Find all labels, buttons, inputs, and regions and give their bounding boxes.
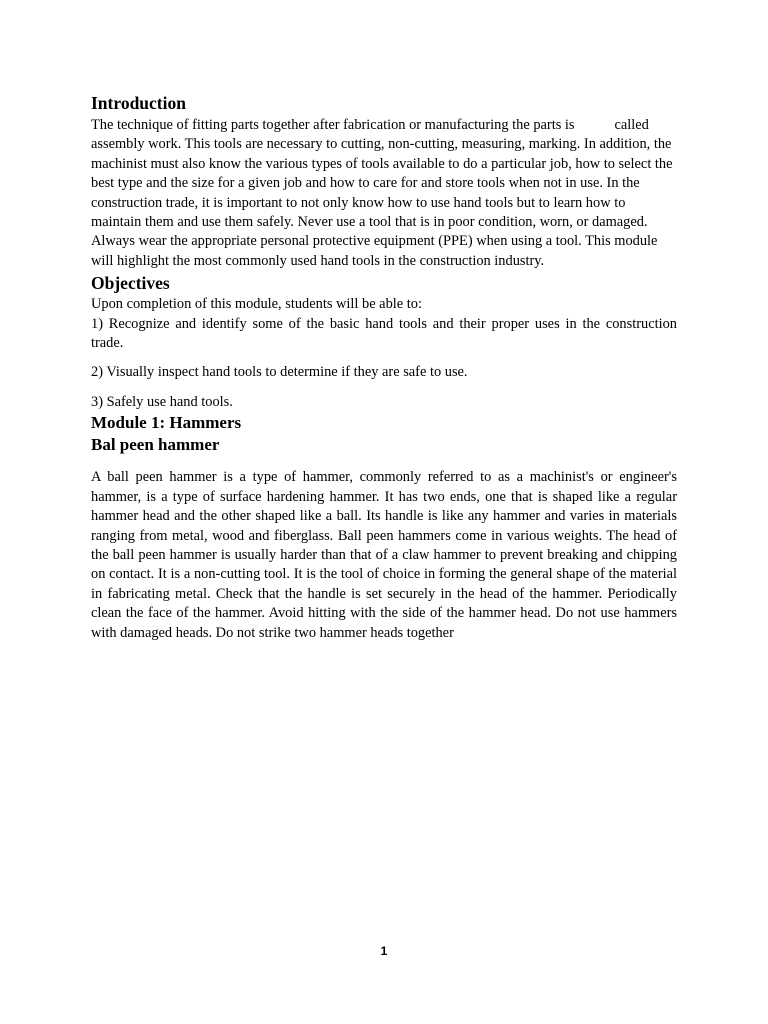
introduction-paragraph-start: The technique of fitting parts together after fabrication or manufacturing the parts is bbox=[91, 117, 575, 133]
page-number: 1 bbox=[380, 944, 388, 958]
objective-item-1: 1) Recognize and identify some of the basic hand tools and their proper uses in the construction trade. bbox=[91, 315, 677, 352]
ball-peen-paragraph: A ball peen hammer is a type of hammer, commonly referred to as a machinist's or engineer's hammer, is a type of surface hardening hammer. It has two ends, one that is shaped like a regular hammer head and the other shaped like a ball. Its handle is like any hammer and varies in materials ranging from metal, wood and fiberglass. Ball peen hammers come in various weights. The head of the ball peen hammer is usually harder than that of a claw hammer to prevent breaking and chipping on contact. It is a non-cutting tool. It is the tool of choice in forming the general shape of the material in fabricating metal. Check that the handle is set securely in the head of the hammer. Periodically clean the face of the hammer. Avoid hitting with the side of the hammer head. Do not use hammers with damaged heads. Do not strike two hammer heads together bbox=[91, 469, 677, 641]
document-page bbox=[91, 92, 677, 643]
introduction-paragraph-rest: called assembly work. This tools are necessary to cutting, non-cutting, measuring, marking. In addition, the machinist must also know the various types of tools available to do a particular job, how to select the best type and the size for a given job and how to care for and store tools when not in use. In the construction trade, it is important to not only know how to use hand tools but to learn how to maintain them and use them safely. Never use a tool that is in poor condition, worn, or damaged. Always wear the appropriate personal protective equipment (PPE) when using a tool. This module will highlight the most commonly used hand tools in the construction industry. bbox=[91, 117, 673, 269]
objectives-heading: Objectives bbox=[91, 273, 170, 294]
objective-item-3: 3) Safely use hand tools. bbox=[91, 393, 233, 410]
introduction-paragraph bbox=[91, 116, 677, 271]
introduction-heading: Introduction bbox=[91, 93, 186, 113]
objective-item-2: 2) Visually inspect hand tools to determine if they are safe to use. bbox=[91, 364, 468, 381]
ball-peen-heading: Bal peen hammer bbox=[91, 435, 220, 455]
module-heading: Module 1: Hammers bbox=[91, 413, 242, 433]
objectives-lead: Upon completion of this module, students will be able to: bbox=[91, 296, 422, 313]
